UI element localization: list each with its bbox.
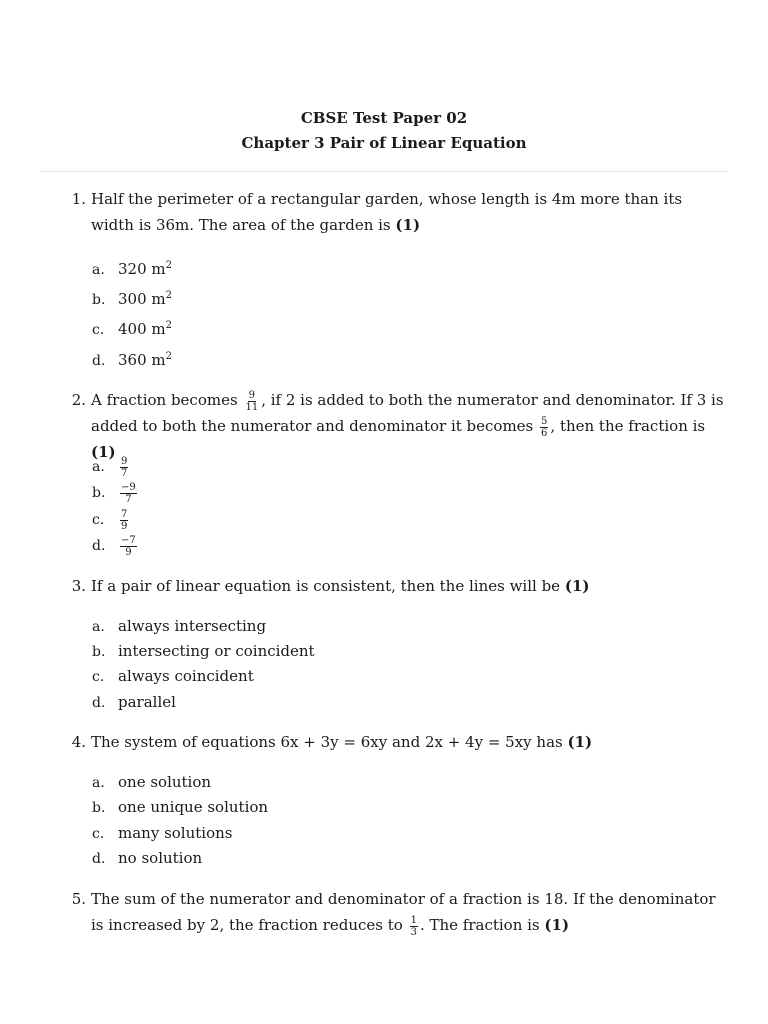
question-number: 5. — [71, 890, 86, 908]
question-3 — [64, 573, 728, 599]
fraction: $\frac{9}{7}$ — [121, 455, 128, 479]
question-4 — [64, 729, 728, 755]
marks-label: (1) — [567, 733, 593, 751]
fraction: $\frac{9}{11}$ — [245, 389, 259, 413]
option-1c: c. 400 $m^2$ — [92, 320, 172, 338]
option-3b: b. intersecting or coincident — [92, 642, 315, 660]
option-4c: c. many solutions — [92, 824, 233, 842]
question-text: The system of equations 6x + 3y = 6xy and 2x + 4y = 5xy has (1) — [91, 733, 593, 751]
paper-title: CBSE Test Paper 02 — [300, 109, 468, 127]
option-4d: d. no solution — [92, 849, 203, 867]
paper-header — [0, 106, 768, 156]
fraction: $\frac{1}{3}$ — [410, 914, 417, 938]
question-number: 1. — [71, 190, 86, 208]
question-number: 2. — [71, 391, 86, 409]
question-text: Half the perimeter of a rectangular garden, whose length is 4m more than its width is 36m. The area of the garden is (1) — [91, 190, 683, 234]
option-1d: d. 360 $m^2$ — [92, 351, 172, 369]
option-2c: c. $\frac{7}{9}$ — [92, 508, 128, 532]
option-2d: d. $\frac{-7}{9}$ — [92, 534, 136, 558]
option-2a: a. $\frac{9}{7}$ — [92, 455, 128, 479]
question-number: 4. — [71, 733, 86, 751]
option-2b: b. $\frac{-9}{7}$ — [92, 481, 136, 505]
question-5 — [64, 886, 728, 938]
header-divider — [40, 171, 728, 172]
option-1b: b. 300 $m^2$ — [92, 290, 172, 308]
option-1a: a. 320 $m^2$ — [92, 260, 172, 278]
option-3c: c. always coincident — [92, 667, 254, 685]
marks-label: (1) — [91, 443, 116, 461]
question-1 — [64, 186, 728, 238]
option-4a: a. one solution — [92, 773, 212, 791]
option-4b: b. one unique solution — [92, 798, 269, 816]
fraction: $\frac{5}{6}$ — [541, 415, 548, 439]
option-3a: a. always intersecting — [92, 617, 267, 635]
marks-label: (1) — [544, 916, 570, 934]
marks-label: (1) — [395, 216, 421, 234]
question-text: If a pair of linear equation is consistent, then the lines will be (1) — [91, 577, 590, 595]
fraction: $\frac{-7}{9}$ — [121, 534, 136, 558]
chapter-title: Chapter 3 Pair of Linear Equation — [241, 134, 527, 152]
question-2 — [64, 387, 728, 465]
question-text: The sum of the numerator and denominator of a fraction is 18. If the denominator is increased by 2, the fraction reduces to $\frac{1}{3}$ . The fraction is (1) — [91, 890, 716, 938]
fraction: $\frac{-9}{7}$ — [121, 481, 136, 505]
question-number: 3. — [71, 577, 86, 595]
question-text: A fraction becomes $\frac{9}{11}$ , if 2 is added to both the numerator and denominator. If 3 is added to both the numerator and denominator it becomes $\frac{5}{6}$ , then the fraction is (1) — [91, 389, 724, 461]
option-3d: d. parallel — [92, 693, 176, 711]
fraction: $\frac{7}{9}$ — [121, 508, 128, 532]
marks-label: (1) — [564, 577, 590, 595]
